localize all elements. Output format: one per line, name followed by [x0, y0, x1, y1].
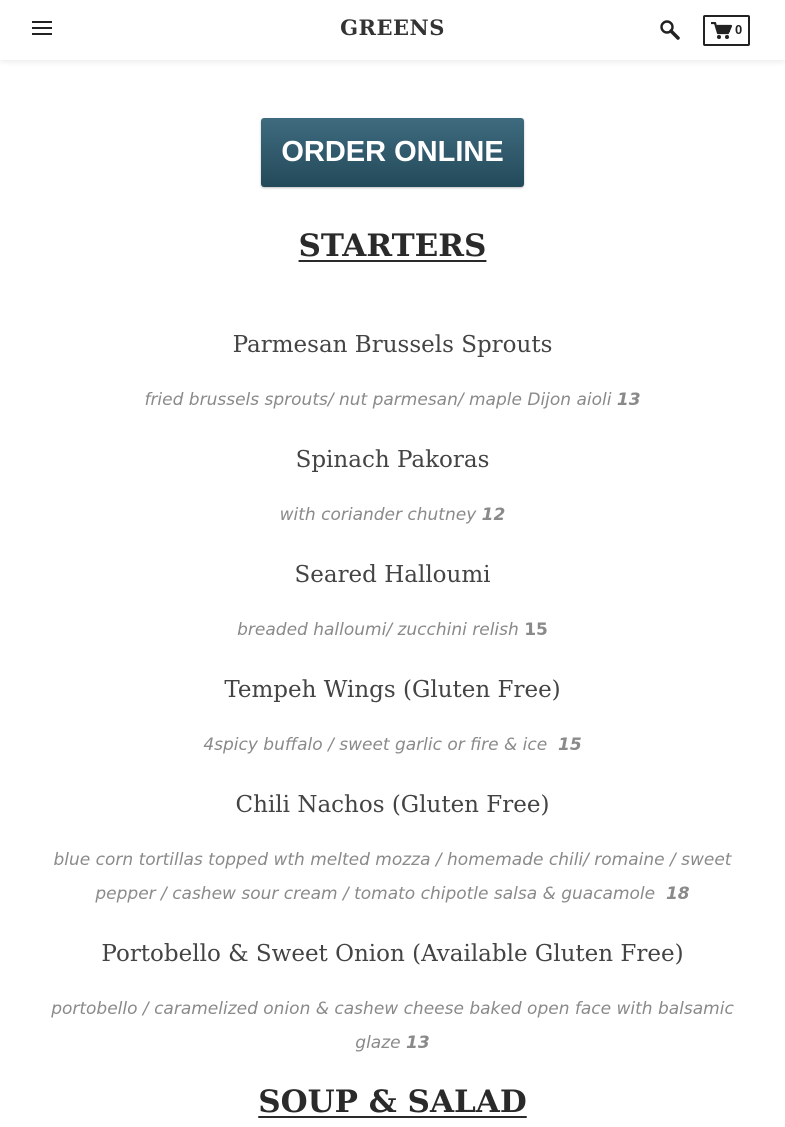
menu-item-description-text: breaded halloumi/ zucchini relish	[237, 620, 519, 640]
menu-item-price: 15	[524, 620, 548, 640]
menu-item-description	[30, 843, 755, 911]
cart-icon	[711, 22, 733, 40]
menu-item-price: 13	[616, 390, 641, 410]
menu-item-description	[30, 613, 755, 647]
menu-item-description	[30, 383, 755, 417]
cart-count-badge: 0	[735, 22, 743, 37]
menu-item-name: Spinach Pakoras	[295, 447, 490, 473]
section-title-text: STARTERS	[298, 228, 487, 264]
menu-item-price: 18	[665, 884, 690, 904]
brand-title[interactable]: GREENS	[340, 15, 445, 40]
menu-item-price: 15	[558, 735, 582, 755]
menu-item-description-text: fried brussels sprouts/ nut parmesan/ maple Dijon aioli	[144, 390, 612, 410]
menu-item-description-text: 4spicy buffalo / sweet garlic or fire & ice	[203, 735, 548, 755]
section-title-soup-salad	[0, 1084, 785, 1120]
section-title-starters	[0, 228, 785, 264]
menu-item-description-text: with coriander chutney	[279, 505, 477, 525]
menu-item-name: Portobello & Sweet Onion (Available Gluten Free)	[101, 941, 684, 967]
menu-item-name: Tempeh Wings (Gluten Free)	[224, 677, 561, 703]
menu-item-description	[30, 728, 755, 762]
menu-item-price: 13	[406, 1033, 430, 1053]
menu-item-description-text: blue corn tortillas topped wth melted mozza / homemade chili/ romaine / sweet pepper / cashew sour cream / tomato chipotle salsa & guacamole	[53, 850, 732, 904]
menu-item-price: 12	[481, 505, 506, 525]
menu-item-name: Parmesan Brussels Sprouts	[232, 332, 553, 358]
search-icon[interactable]	[659, 19, 681, 41]
hamburger-menu-icon[interactable]	[32, 21, 52, 39]
order-online-button[interactable]: ORDER ONLINE	[261, 118, 524, 187]
menu-item-name: Chili Nachos (Gluten Free)	[235, 792, 550, 818]
menu-item-description-text: portobello / caramelized onion & cashew cheese baked open face with balsamic glaze	[51, 999, 734, 1053]
section-title-text: SOUP & SALAD	[258, 1084, 527, 1120]
top-navigation-bar	[0, 0, 785, 60]
menu-item-description	[30, 498, 755, 532]
menu-item-name: Seared Halloumi	[294, 562, 491, 588]
menu-item-description	[30, 992, 755, 1060]
cart-button[interactable]	[703, 15, 750, 46]
